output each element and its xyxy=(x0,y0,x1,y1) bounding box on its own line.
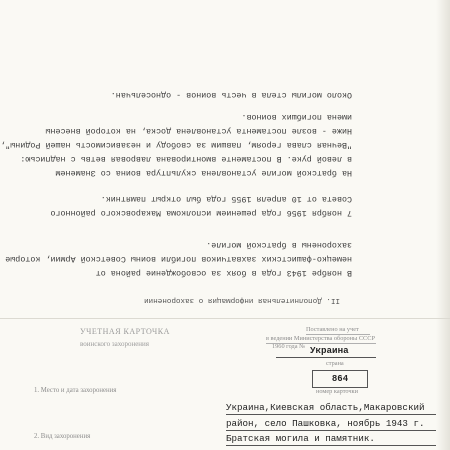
card-number-value: 864 xyxy=(331,374,349,384)
section-heading: II. Дополнительная информация о захоронении xyxy=(144,296,340,304)
text-line: "Вечная слава героям, павшим за свободу и независимость нашей Родины", xyxy=(0,140,352,150)
text-line: немецко-фашистских захватчиков погибли воины Советской Армии, которые xyxy=(5,254,352,264)
ministry-line: в ведении Министерства обороны СССР xyxy=(266,335,375,342)
field2-value: Братская могила и памятник. xyxy=(226,433,375,444)
card-number-box xyxy=(312,370,368,388)
card-title: УЧЕТНАЯ КАРТОЧКА xyxy=(80,327,170,336)
text-line: В ноябре 1943 года в боях за освобождение района от xyxy=(95,268,352,278)
text-line: На братской могиле установлена скульптура воина со Знаменем xyxy=(55,168,352,178)
field2-underline xyxy=(226,445,436,446)
registered-label: Поставлено на учет xyxy=(306,326,359,333)
field1-underline xyxy=(226,430,436,431)
country-label: страна xyxy=(326,360,344,367)
field1-label: 1. Место и дата захоронения xyxy=(34,387,117,394)
year-line: 1960 года № xyxy=(272,343,306,350)
text-line: Около могилы стела в честь воинов - односельчан. xyxy=(110,90,352,100)
field1-underline xyxy=(226,414,436,415)
fold-line xyxy=(0,318,450,319)
field1-value-line: Украина,Киевская область,Макаровский xyxy=(226,402,425,413)
card-number-label: номер карточки xyxy=(316,388,358,395)
text-line: захоронены в братской могиле. xyxy=(206,240,352,250)
text-line: Совета от 10 апреля 1955 года был открыт памятник. xyxy=(100,194,352,204)
field1-value-line: район, село Пашковка, ноябрь 1943 г. xyxy=(226,418,425,429)
card-subtitle: воинского захоронения xyxy=(80,340,150,348)
country-underline xyxy=(276,357,376,358)
text-line: имена погибших воинов. xyxy=(241,112,352,122)
text-line: в левой руке. В постаменте вмонтирована лавровая ветвь с надписью: xyxy=(20,154,352,164)
field2-label: 2. Вид захоронения xyxy=(34,433,91,440)
text-line: 7 ноября 1956 года решением исполкома Макаровского районного xyxy=(50,208,352,218)
country-value: Украина xyxy=(310,345,349,356)
text-line: Ниже - возле постамента установлена доска, на которой внесены xyxy=(45,126,352,136)
